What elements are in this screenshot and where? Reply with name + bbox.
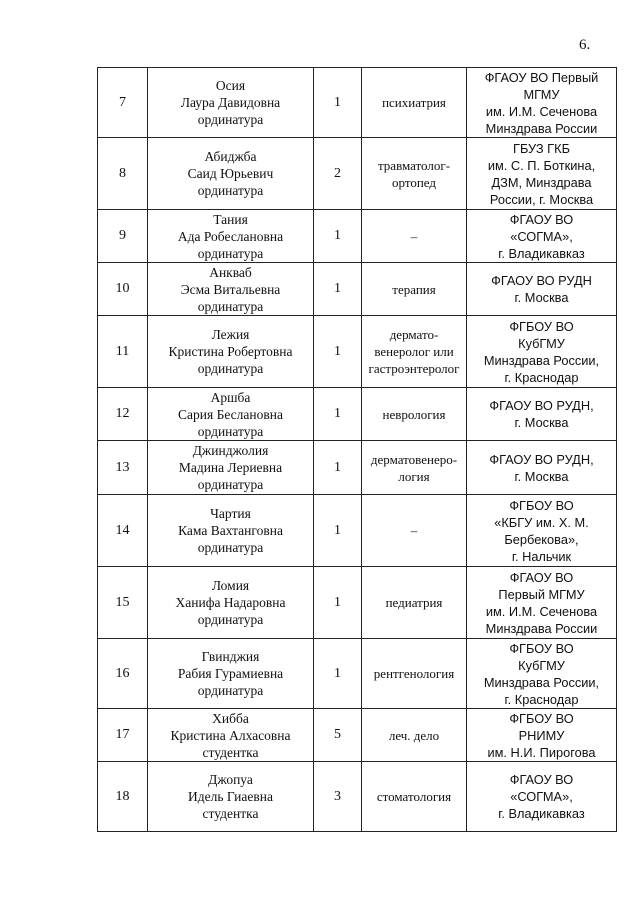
course-cell (314, 263, 362, 316)
course: 2 (334, 165, 341, 181)
institution-line: Минздрава России (485, 620, 598, 636)
study-status: ординатура (197, 298, 264, 314)
institution-line: КубГМУ (518, 657, 565, 673)
person-cell (148, 263, 314, 316)
study-status: студентка (202, 744, 259, 760)
table-row (98, 639, 617, 709)
institution-line: им. С. П. Боткина, (487, 157, 596, 173)
row-number: 12 (115, 406, 130, 421)
table-row (98, 567, 617, 639)
institution-cell (467, 263, 617, 316)
row-number: 7 (119, 94, 126, 110)
given-name: Кристина Робертовна (168, 344, 293, 359)
specialty-line: – (410, 523, 418, 538)
person-cell (148, 762, 314, 832)
institution-cell (467, 567, 617, 639)
institution-line: «СОГМА», (510, 789, 573, 804)
institution-line: Бербекова», (504, 531, 579, 547)
specialty-cell (362, 441, 467, 495)
person-cell (148, 709, 314, 762)
row-number: 10 (115, 281, 130, 296)
institution-line: г. Нальчик (511, 548, 572, 564)
institution-line: ФГАОУ ВО РУДН, (489, 451, 594, 467)
institution-line: ФГАОУ ВО (509, 211, 574, 227)
course-cell (314, 210, 362, 263)
institution-line: г. Москва (514, 468, 569, 484)
row-number-cell (98, 68, 148, 138)
institution-cell (467, 68, 617, 138)
institution-line: КубГМУ (518, 335, 565, 351)
surname: Ломия (211, 578, 250, 593)
course-cell (314, 495, 362, 567)
row-number: 16 (115, 665, 130, 681)
table-row (98, 263, 617, 316)
institution-cell (467, 762, 617, 832)
table-row (98, 495, 617, 567)
person-cell (148, 567, 314, 639)
institution-line: ФГБОУ ВО (509, 318, 574, 334)
course: 1 (334, 281, 341, 296)
study-status: ординатура (197, 183, 264, 198)
institution-line: им. И.М. Сеченова (485, 603, 598, 619)
institution-line: «КБГУ им. Х. М. (494, 514, 589, 530)
course: 1 (334, 594, 341, 610)
given-name: Лаура Давидовна (180, 95, 281, 110)
row-number: 17 (115, 727, 130, 742)
specialty-cell (362, 68, 467, 138)
course-cell (314, 68, 362, 138)
row-number: 8 (119, 165, 126, 181)
institution-line: Минздрава России, (483, 674, 600, 690)
institution-cell (467, 495, 617, 567)
specialty-line: неврология (382, 406, 446, 422)
institution-line: Первый МГМУ (498, 586, 585, 602)
institution-line: г. Краснодар (504, 369, 579, 385)
course: 1 (334, 228, 341, 243)
institution-line: г. Москва (514, 415, 569, 430)
institution-line: г. Краснодар (504, 691, 579, 707)
specialty-line: терапия (392, 281, 436, 297)
specialty-cell (362, 567, 467, 639)
institution-line: «СОГМА», (510, 228, 573, 244)
given-name: Идель Гиаевна (188, 789, 273, 804)
institution-line: им. Н.И. Пирогова (487, 744, 596, 760)
course: 1 (334, 343, 341, 359)
row-number-cell (98, 388, 148, 441)
institution-line: ФГАОУ ВО (509, 772, 574, 787)
specialty-line: логия (398, 468, 430, 484)
institution-line: ФГАОУ ВО Первый (484, 69, 599, 85)
surname: Хибба (212, 710, 249, 726)
row-number-cell (98, 138, 148, 210)
course: 1 (334, 459, 341, 475)
course: 1 (334, 522, 341, 538)
study-status: ординатура (197, 361, 264, 376)
study-status: ординатура (197, 112, 264, 127)
surname: Джинджолия (192, 443, 269, 458)
specialty-line: рентгенология (373, 666, 455, 681)
course-cell (314, 388, 362, 441)
course-cell (314, 441, 362, 495)
specialty-line: венеролог или (374, 344, 454, 359)
row-number-cell (98, 495, 148, 567)
surname: Абиджба (204, 149, 257, 164)
table-row (98, 441, 617, 495)
specialty-cell (362, 210, 467, 263)
study-status: ординатура (197, 477, 264, 492)
row-number: 13 (115, 459, 130, 475)
institution-line: ФГАОУ ВО РУДН, (489, 398, 594, 413)
row-number-cell (98, 639, 148, 709)
row-number: 15 (115, 594, 130, 610)
surname: Чартия (210, 506, 251, 521)
table-body (98, 68, 617, 832)
person-cell (148, 210, 314, 263)
row-number-cell (98, 263, 148, 316)
specialty-cell (362, 316, 467, 388)
person-cell (148, 68, 314, 138)
institution-line: г. Владикавказ (498, 245, 585, 261)
table-row (98, 762, 617, 832)
surname: Тания (213, 211, 248, 227)
study-status: ординатура (197, 245, 264, 261)
institution-line: ДЗМ, Минздрава (491, 174, 592, 190)
specialty-line: гастроэнтеролог (368, 361, 460, 376)
institution-line: ФГАОУ ВО (509, 569, 574, 585)
given-name: Саид Юрьевич (187, 166, 274, 181)
institution-line: МГМУ (523, 86, 560, 102)
specialty-line: травматолог- (377, 157, 451, 173)
given-name: Эсма Витальевна (180, 281, 281, 297)
study-status: ординатура (197, 540, 264, 555)
specialty-cell (362, 388, 467, 441)
institution-line: ФГАОУ ВО РУДН (491, 273, 592, 288)
row-number-cell (98, 441, 148, 495)
course-cell (314, 709, 362, 762)
person-cell (148, 316, 314, 388)
institution-line: ФГБОУ ВО (509, 497, 574, 513)
course-cell (314, 316, 362, 388)
specialty-line: леч. дело (388, 727, 440, 743)
course-cell (314, 138, 362, 210)
table-row (98, 210, 617, 263)
study-status: студентка (202, 806, 259, 821)
given-name: Кама Вахтанговна (178, 523, 283, 538)
person-cell (148, 441, 314, 495)
course: 1 (334, 665, 341, 681)
surname: Джопуа (208, 772, 253, 787)
participants-table (97, 67, 617, 832)
surname: Анкваб (209, 264, 252, 280)
specialty-line: стоматология (376, 789, 452, 804)
surname: Лежия (211, 327, 250, 342)
specialty-cell (362, 263, 467, 316)
course: 1 (334, 94, 341, 110)
row-number: 9 (119, 228, 126, 243)
row-number-cell (98, 762, 148, 832)
given-name: Ада Робеслановна (177, 228, 284, 244)
specialty-line: педиатрия (385, 595, 443, 610)
row-number-cell (98, 709, 148, 762)
course-cell (314, 762, 362, 832)
table-row (98, 709, 617, 762)
row-number: 18 (115, 788, 130, 804)
specialty-line: – (410, 228, 418, 244)
given-name: Мадина Лериевна (178, 460, 283, 475)
specialty-cell (362, 138, 467, 210)
specialty-cell (362, 709, 467, 762)
course-cell (314, 567, 362, 639)
surname: Аршба (210, 389, 251, 405)
institution-cell (467, 210, 617, 263)
given-name: Кристина Алхасовна (170, 727, 291, 743)
institution-line: России, г. Москва (489, 191, 594, 207)
institution-line: г. Москва (514, 290, 569, 305)
institution-line: г. Владикавказ (498, 806, 585, 821)
institution-line: ГБУЗ ГКБ (513, 140, 570, 156)
course: 5 (334, 727, 341, 742)
table-row (98, 138, 617, 210)
row-number-cell (98, 210, 148, 263)
person-cell (148, 639, 314, 709)
specialty-line: дермато- (389, 327, 439, 342)
institution-cell (467, 441, 617, 495)
institution-line: РНИМУ (518, 727, 565, 743)
specialty-line: ортопед (391, 174, 436, 190)
institution-line: Минздрава России (485, 120, 598, 136)
table-row (98, 316, 617, 388)
table-row (98, 388, 617, 441)
row-number: 11 (115, 343, 130, 359)
institution-cell (467, 316, 617, 388)
course: 3 (334, 788, 341, 804)
row-number-cell (98, 567, 148, 639)
person-cell (148, 495, 314, 567)
institution-line: Минздрава России, (483, 352, 600, 368)
institution-cell (467, 388, 617, 441)
row-number: 14 (115, 522, 130, 538)
person-cell (148, 388, 314, 441)
specialty-line: дерматовенеро- (370, 451, 458, 467)
surname: Осия (215, 78, 246, 93)
given-name: Сария Беслановна (178, 406, 283, 422)
institution-line: ФГБОУ ВО (509, 640, 574, 656)
course: 1 (334, 406, 341, 421)
given-name: Ханифа Надаровна (175, 595, 286, 610)
given-name: Рабия Гурамиевна (177, 666, 284, 681)
study-status: ординатура (197, 683, 264, 698)
institution-line: ФГБОУ ВО (509, 710, 574, 726)
specialty-cell (362, 639, 467, 709)
institution-cell (467, 709, 617, 762)
page-number: 6. (579, 37, 591, 53)
person-cell (148, 138, 314, 210)
study-status: ординатура (197, 612, 264, 627)
course-cell (314, 639, 362, 709)
specialty-cell (362, 762, 467, 832)
institution-cell (467, 639, 617, 709)
surname: Гвинджия (201, 649, 260, 664)
institution-line: им. И.М. Сеченова (485, 103, 598, 119)
specialty-cell (362, 495, 467, 567)
study-status: ординатура (197, 423, 264, 439)
row-number-cell (98, 316, 148, 388)
institution-cell (467, 138, 617, 210)
table-row (98, 68, 617, 138)
specialty-line: психиатрия (382, 95, 446, 110)
